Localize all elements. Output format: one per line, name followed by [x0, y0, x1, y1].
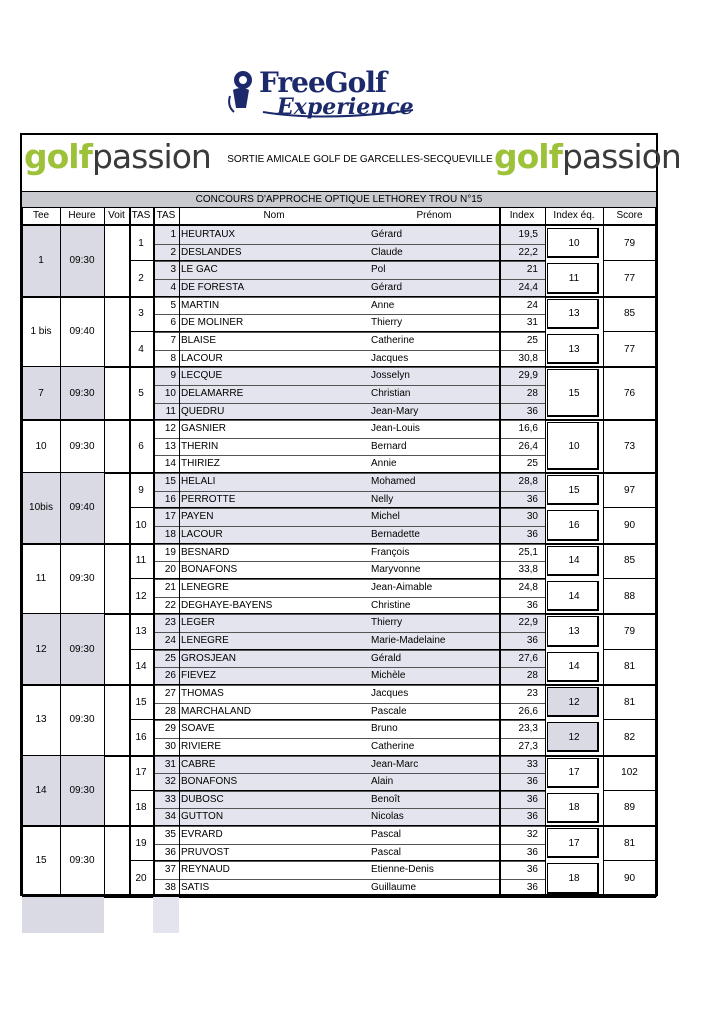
tee-number: 12 — [35, 643, 47, 655]
team-number: 19 — [135, 837, 147, 849]
score: 81 — [623, 661, 636, 673]
player-name: BONAFONS — [181, 776, 238, 788]
player-firstname: Guillaume — [371, 882, 417, 894]
player-index: 36 — [526, 599, 538, 611]
player-number: 29 — [164, 723, 176, 735]
player-number: 4 — [170, 281, 176, 293]
player-number: 36 — [164, 846, 176, 858]
header-score: Score — [616, 210, 643, 221]
column-divider — [499, 208, 501, 897]
player-name: LEGER — [181, 617, 215, 629]
team-number: 12 — [135, 590, 147, 602]
team-divider-score — [603, 331, 656, 332]
score: 97 — [623, 484, 636, 496]
player-number: 10 — [164, 387, 176, 399]
player-number: 9 — [170, 370, 176, 382]
player-number: 37 — [164, 864, 176, 876]
player-number: 32 — [164, 776, 176, 788]
player-index: 26,6 — [518, 705, 538, 717]
player-index: 28,8 — [518, 476, 538, 488]
score: 89 — [623, 802, 636, 814]
player-name: QUEDRU — [181, 405, 225, 417]
player-firstname: Josselyn — [371, 370, 410, 382]
player-number: 17 — [164, 511, 176, 523]
player-index: 31 — [526, 317, 538, 329]
index-eq: 10 — [568, 440, 580, 452]
player-firstname: Catherine — [371, 740, 415, 752]
player-number: 34 — [164, 811, 176, 823]
player-name: BONAFONS — [181, 564, 238, 576]
team-divider-score — [603, 260, 656, 261]
tee-time: 09:30 — [69, 255, 95, 267]
team-number: 16 — [135, 731, 147, 743]
player-firstname: Etienne-Denis — [371, 864, 434, 876]
player-number: 15 — [164, 476, 176, 488]
score: 85 — [623, 308, 636, 320]
index-eq: 15 — [568, 484, 580, 496]
player-number: 20 — [164, 564, 176, 576]
player-name: DE FORESTA — [181, 281, 245, 293]
player-index: 30 — [526, 511, 538, 523]
index-eq: 13 — [568, 625, 580, 637]
player-name: THOMAS — [181, 687, 224, 699]
team-number: 18 — [135, 802, 147, 814]
player-index: 33,8 — [518, 564, 538, 576]
team-divider-score — [603, 578, 656, 579]
player-index: 28 — [526, 387, 538, 399]
team-number: 11 — [135, 555, 147, 567]
team-divider-score — [603, 366, 656, 367]
player-number: 28 — [164, 705, 176, 717]
player-firstname: Thierry — [371, 617, 403, 629]
player-name: PAYEN — [181, 511, 214, 523]
player-name: HEURTAUX — [181, 229, 236, 240]
player-firstname: Jean-Mary — [371, 405, 419, 417]
player-index: 30,8 — [518, 352, 538, 364]
player-name: GUTTON — [181, 811, 224, 823]
player-index: 32 — [526, 829, 538, 841]
team-number: 1 — [138, 237, 144, 249]
player-index: 36 — [526, 793, 538, 805]
tee-time: 09:30 — [69, 440, 95, 452]
player-firstname: Catherine — [371, 334, 415, 346]
player-name: FIEVEZ — [181, 670, 217, 682]
player-firstname: Annie — [371, 458, 397, 470]
player-index: 33 — [526, 758, 538, 770]
tee-number: 7 — [38, 387, 44, 399]
score: 81 — [623, 696, 636, 708]
player-number: 23 — [164, 617, 176, 629]
player-index: 23,3 — [518, 723, 538, 735]
player-index: 19,5 — [518, 229, 538, 240]
score: 73 — [623, 440, 636, 452]
index-eq: 17 — [568, 837, 580, 849]
tee-number: 1 — [38, 255, 44, 267]
team-number: 3 — [138, 308, 144, 320]
player-number: 31 — [164, 758, 176, 770]
player-firstname: Gérard — [371, 229, 403, 240]
header-tee: Tee — [32, 210, 50, 221]
header-index-eq: Index éq. — [553, 210, 595, 221]
player-index: 36 — [526, 882, 538, 894]
tee-number: 14 — [35, 784, 47, 796]
tee-time: 09:30 — [69, 573, 95, 584]
logo-line1: FreeGolf — [259, 66, 387, 99]
player-name: BLAISE — [181, 334, 217, 346]
player-name: PERROTTE — [181, 493, 236, 505]
team-divider-score — [603, 296, 656, 297]
player-number: 3 — [170, 264, 176, 276]
score: 81 — [623, 837, 636, 849]
player-index: 28 — [526, 670, 538, 682]
player-name: MARTIN — [181, 299, 220, 311]
player-number: 6 — [170, 317, 176, 329]
player-name: THERIN — [181, 440, 219, 452]
team-number: 15 — [135, 696, 147, 708]
player-firstname: Anne — [371, 299, 395, 311]
team-divider-score — [603, 755, 656, 756]
player-index: 22,2 — [518, 246, 538, 258]
player-name: GROSJEAN — [181, 652, 237, 664]
player-index: 36 — [526, 864, 538, 876]
tee-number: 13 — [35, 714, 47, 726]
event-subtitle: SORTIE AMICALE GOLF DE GARCELLES-SECQUEVILLE — [227, 154, 493, 165]
index-eq: 18 — [568, 873, 580, 885]
team-divider-score — [603, 860, 656, 861]
header-nom: Nom — [263, 210, 285, 221]
team-number: 14 — [135, 661, 147, 673]
player-index: 29,9 — [518, 370, 538, 382]
tee-time: 09:40 — [69, 502, 95, 514]
index-eq: 17 — [568, 767, 580, 779]
player-name: LACOUR — [181, 529, 223, 541]
player-number: 30 — [164, 740, 176, 752]
team-number: 20 — [135, 873, 147, 885]
team-number: 10 — [135, 520, 147, 532]
player-index: 36 — [526, 405, 538, 417]
score: 102 — [621, 767, 638, 779]
player-index: 27,3 — [518, 740, 538, 752]
player-name: BESNARD — [181, 546, 230, 558]
player-name: LE GAC — [181, 264, 218, 276]
tee-number: 15 — [35, 855, 47, 867]
column-divider — [153, 208, 155, 897]
player-number: 38 — [164, 882, 176, 894]
player-firstname: Nelly — [371, 493, 394, 505]
team-divider-score — [603, 649, 656, 650]
player-name: LACOUR — [181, 352, 223, 364]
player-firstname: Pascal — [371, 829, 402, 841]
player-number: 21 — [164, 582, 176, 593]
row-divider — [153, 879, 545, 880]
logo-line2: Experience — [277, 94, 414, 120]
team-divider-score — [603, 790, 656, 791]
player-index: 25,1 — [518, 546, 538, 558]
player-name: LENEGRE — [181, 582, 229, 593]
index-eq: 14 — [568, 590, 580, 602]
team-divider-score — [603, 613, 656, 614]
player-index: 22,9 — [518, 617, 538, 629]
player-name: THIRIEZ — [181, 458, 220, 470]
footer-shade-tas — [153, 897, 179, 933]
player-number: 16 — [164, 493, 176, 505]
column-divider — [179, 208, 180, 897]
header-heure: Heure — [68, 210, 96, 221]
score: 77 — [623, 343, 636, 355]
team-divider-score — [603, 719, 656, 720]
team-divider-score — [603, 825, 656, 826]
player-index: 21 — [526, 264, 538, 276]
player-firstname: Christine — [371, 599, 411, 611]
player-index: 16,6 — [518, 423, 538, 435]
tee-time: 09:40 — [69, 325, 95, 337]
score: 79 — [623, 237, 636, 249]
header-tas-team: TAS — [131, 210, 151, 221]
freegolf-logo — [225, 66, 420, 126]
player-index: 36 — [526, 776, 538, 788]
score: 79 — [623, 625, 636, 637]
player-number: 14 — [164, 458, 176, 470]
score: 88 — [623, 590, 636, 602]
player-firstname: Mohamed — [371, 476, 416, 488]
player-firstname: Gérald — [371, 652, 402, 664]
player-index: 27,6 — [518, 652, 538, 664]
player-firstname: Michèle — [371, 670, 406, 682]
player-number: 18 — [164, 529, 176, 541]
player-name: REYNAUD — [181, 864, 230, 876]
player-name: CABRE — [181, 758, 216, 770]
player-name: LENEGRE — [181, 634, 229, 646]
index-eq: 12 — [568, 696, 580, 708]
score: 76 — [623, 387, 636, 399]
tee-time: 09:30 — [69, 714, 95, 726]
player-name: DESLANDES — [181, 246, 242, 258]
score: 90 — [623, 873, 636, 885]
index-eq: 12 — [568, 731, 580, 743]
score: 82 — [623, 731, 636, 743]
player-index: 26,4 — [518, 440, 538, 452]
index-eq: 13 — [568, 343, 580, 355]
player-name: SOAVE — [181, 723, 215, 735]
header-index: Index — [509, 210, 535, 221]
player-index: 24 — [526, 299, 538, 311]
player-firstname: Nicolas — [371, 811, 404, 823]
player-number: 24 — [164, 634, 176, 646]
player-index: 25 — [526, 334, 538, 346]
header-divider — [22, 224, 656, 226]
player-name: DUBOSC — [181, 793, 224, 805]
tee-number: 11 — [35, 573, 47, 584]
tee-number: 1 bis — [30, 325, 52, 337]
column-divider — [545, 208, 546, 897]
team-number: 13 — [135, 625, 147, 637]
player-number: 35 — [164, 829, 176, 841]
index-eq: 11 — [568, 272, 580, 284]
team-number: 17 — [135, 767, 147, 779]
index-eq: 15 — [568, 387, 580, 399]
index-eq: 14 — [568, 661, 580, 673]
competition-title: CONCOURS D'APPROCHE OPTIQUE LETHOREY TROU N°15 — [22, 191, 656, 208]
footer-shade-left — [22, 897, 104, 933]
team-number: 4 — [138, 343, 144, 355]
tee-time: 09:30 — [69, 784, 95, 796]
player-name: LECQUE — [181, 370, 223, 382]
tee-number: 10 — [35, 440, 47, 452]
player-firstname: Claude — [371, 246, 403, 258]
score: 90 — [623, 520, 636, 532]
player-number: 5 — [170, 299, 176, 311]
player-firstname: François — [371, 546, 410, 558]
player-firstname: Jacques — [371, 352, 409, 364]
player-number: 8 — [170, 352, 176, 364]
player-name: SATIS — [181, 882, 210, 894]
player-firstname: Pascal — [371, 846, 402, 858]
tee-number: 10bis — [29, 502, 53, 514]
player-number: 12 — [164, 423, 176, 435]
player-firstname: Bernard — [371, 440, 407, 452]
column-divider — [104, 208, 105, 897]
team-divider-score — [603, 543, 656, 544]
player-name: DELAMARRE — [181, 387, 244, 399]
player-name: DE MOLINER — [181, 317, 244, 329]
score: 77 — [623, 272, 636, 284]
index-eq: 13 — [568, 308, 580, 320]
player-number: 7 — [170, 334, 176, 346]
player-firstname: Thierry — [371, 317, 403, 329]
header-tas-player: TAS — [156, 210, 176, 221]
team-number: 5 — [138, 387, 144, 399]
column-divider — [603, 208, 604, 897]
player-number: 26 — [164, 670, 176, 682]
index-eq: 10 — [568, 237, 580, 249]
player-index: 36 — [526, 634, 538, 646]
player-number: 27 — [164, 687, 176, 699]
header-voit: Voit — [108, 210, 125, 221]
team-number: 9 — [138, 484, 144, 496]
golf-passion-logo-left: golfpassion — [24, 137, 211, 176]
team-divider-score — [603, 507, 656, 508]
tee-time: 09:30 — [69, 855, 95, 867]
player-number: 19 — [164, 546, 176, 558]
player-index: 25 — [526, 458, 538, 470]
player-name: HELALI — [181, 476, 216, 488]
team-divider-score — [603, 472, 656, 473]
player-number: 1 — [170, 229, 176, 240]
column-divider — [129, 208, 131, 897]
player-firstname: Pascale — [371, 705, 407, 717]
player-firstname: Jacques — [371, 687, 409, 699]
player-number: 22 — [164, 599, 176, 611]
column-divider — [60, 208, 61, 897]
index-eq: 16 — [568, 520, 580, 532]
player-firstname: Jean-Aimable — [371, 582, 433, 593]
player-firstname: Jean-Louis — [371, 423, 420, 435]
tee-time: 09:30 — [69, 643, 95, 655]
player-number: 25 — [164, 652, 176, 664]
player-firstname: Bruno — [371, 723, 398, 735]
player-index: 23 — [526, 687, 538, 699]
player-index: 24,4 — [518, 281, 538, 293]
player-firstname: Jean-Marc — [371, 758, 419, 770]
player-index: 24,8 — [518, 582, 538, 593]
table-bottom — [22, 896, 656, 898]
player-name: MARCHALAND — [181, 705, 252, 717]
player-firstname: Christian — [371, 387, 411, 399]
player-firstname: Bernadette — [371, 529, 420, 541]
player-index: 36 — [526, 493, 538, 505]
player-firstname: Gérard — [371, 281, 403, 293]
player-firstname: Marie-Madelaine — [371, 634, 446, 646]
player-firstname: Benoît — [371, 793, 400, 805]
player-firstname: Pol — [371, 264, 386, 276]
player-name: DEGHAYE-BAYENS — [181, 599, 273, 611]
player-firstname: Alain — [371, 776, 394, 788]
column-divider — [22, 208, 23, 897]
banner — [22, 135, 681, 187]
player-index: 36 — [526, 811, 538, 823]
team-divider-score — [603, 419, 656, 420]
score: 85 — [623, 555, 636, 567]
player-name: RIVIERE — [181, 740, 222, 752]
player-number: 2 — [170, 246, 176, 258]
tee-time: 09:30 — [69, 387, 95, 399]
player-number: 13 — [164, 440, 176, 452]
player-name: PRUVOST — [181, 846, 230, 858]
player-number: 33 — [164, 793, 176, 805]
player-number: 11 — [165, 405, 176, 417]
player-firstname: Michel — [371, 511, 400, 523]
player-name: EVRARD — [181, 829, 223, 841]
team-number: 6 — [138, 440, 144, 452]
index-eq: 14 — [568, 555, 580, 567]
header-prenom: Prénom — [416, 210, 452, 221]
golf-passion-logo-right: golfpassion — [494, 137, 681, 176]
column-divider — [655, 208, 657, 897]
index-eq: 18 — [568, 802, 580, 814]
player-index: 36 — [526, 846, 538, 858]
team-number: 2 — [138, 272, 144, 284]
team-divider-score — [603, 684, 656, 685]
player-firstname: Maryvonne — [371, 564, 421, 576]
player-index: 36 — [526, 529, 538, 541]
player-name: GASNIER — [181, 423, 227, 435]
